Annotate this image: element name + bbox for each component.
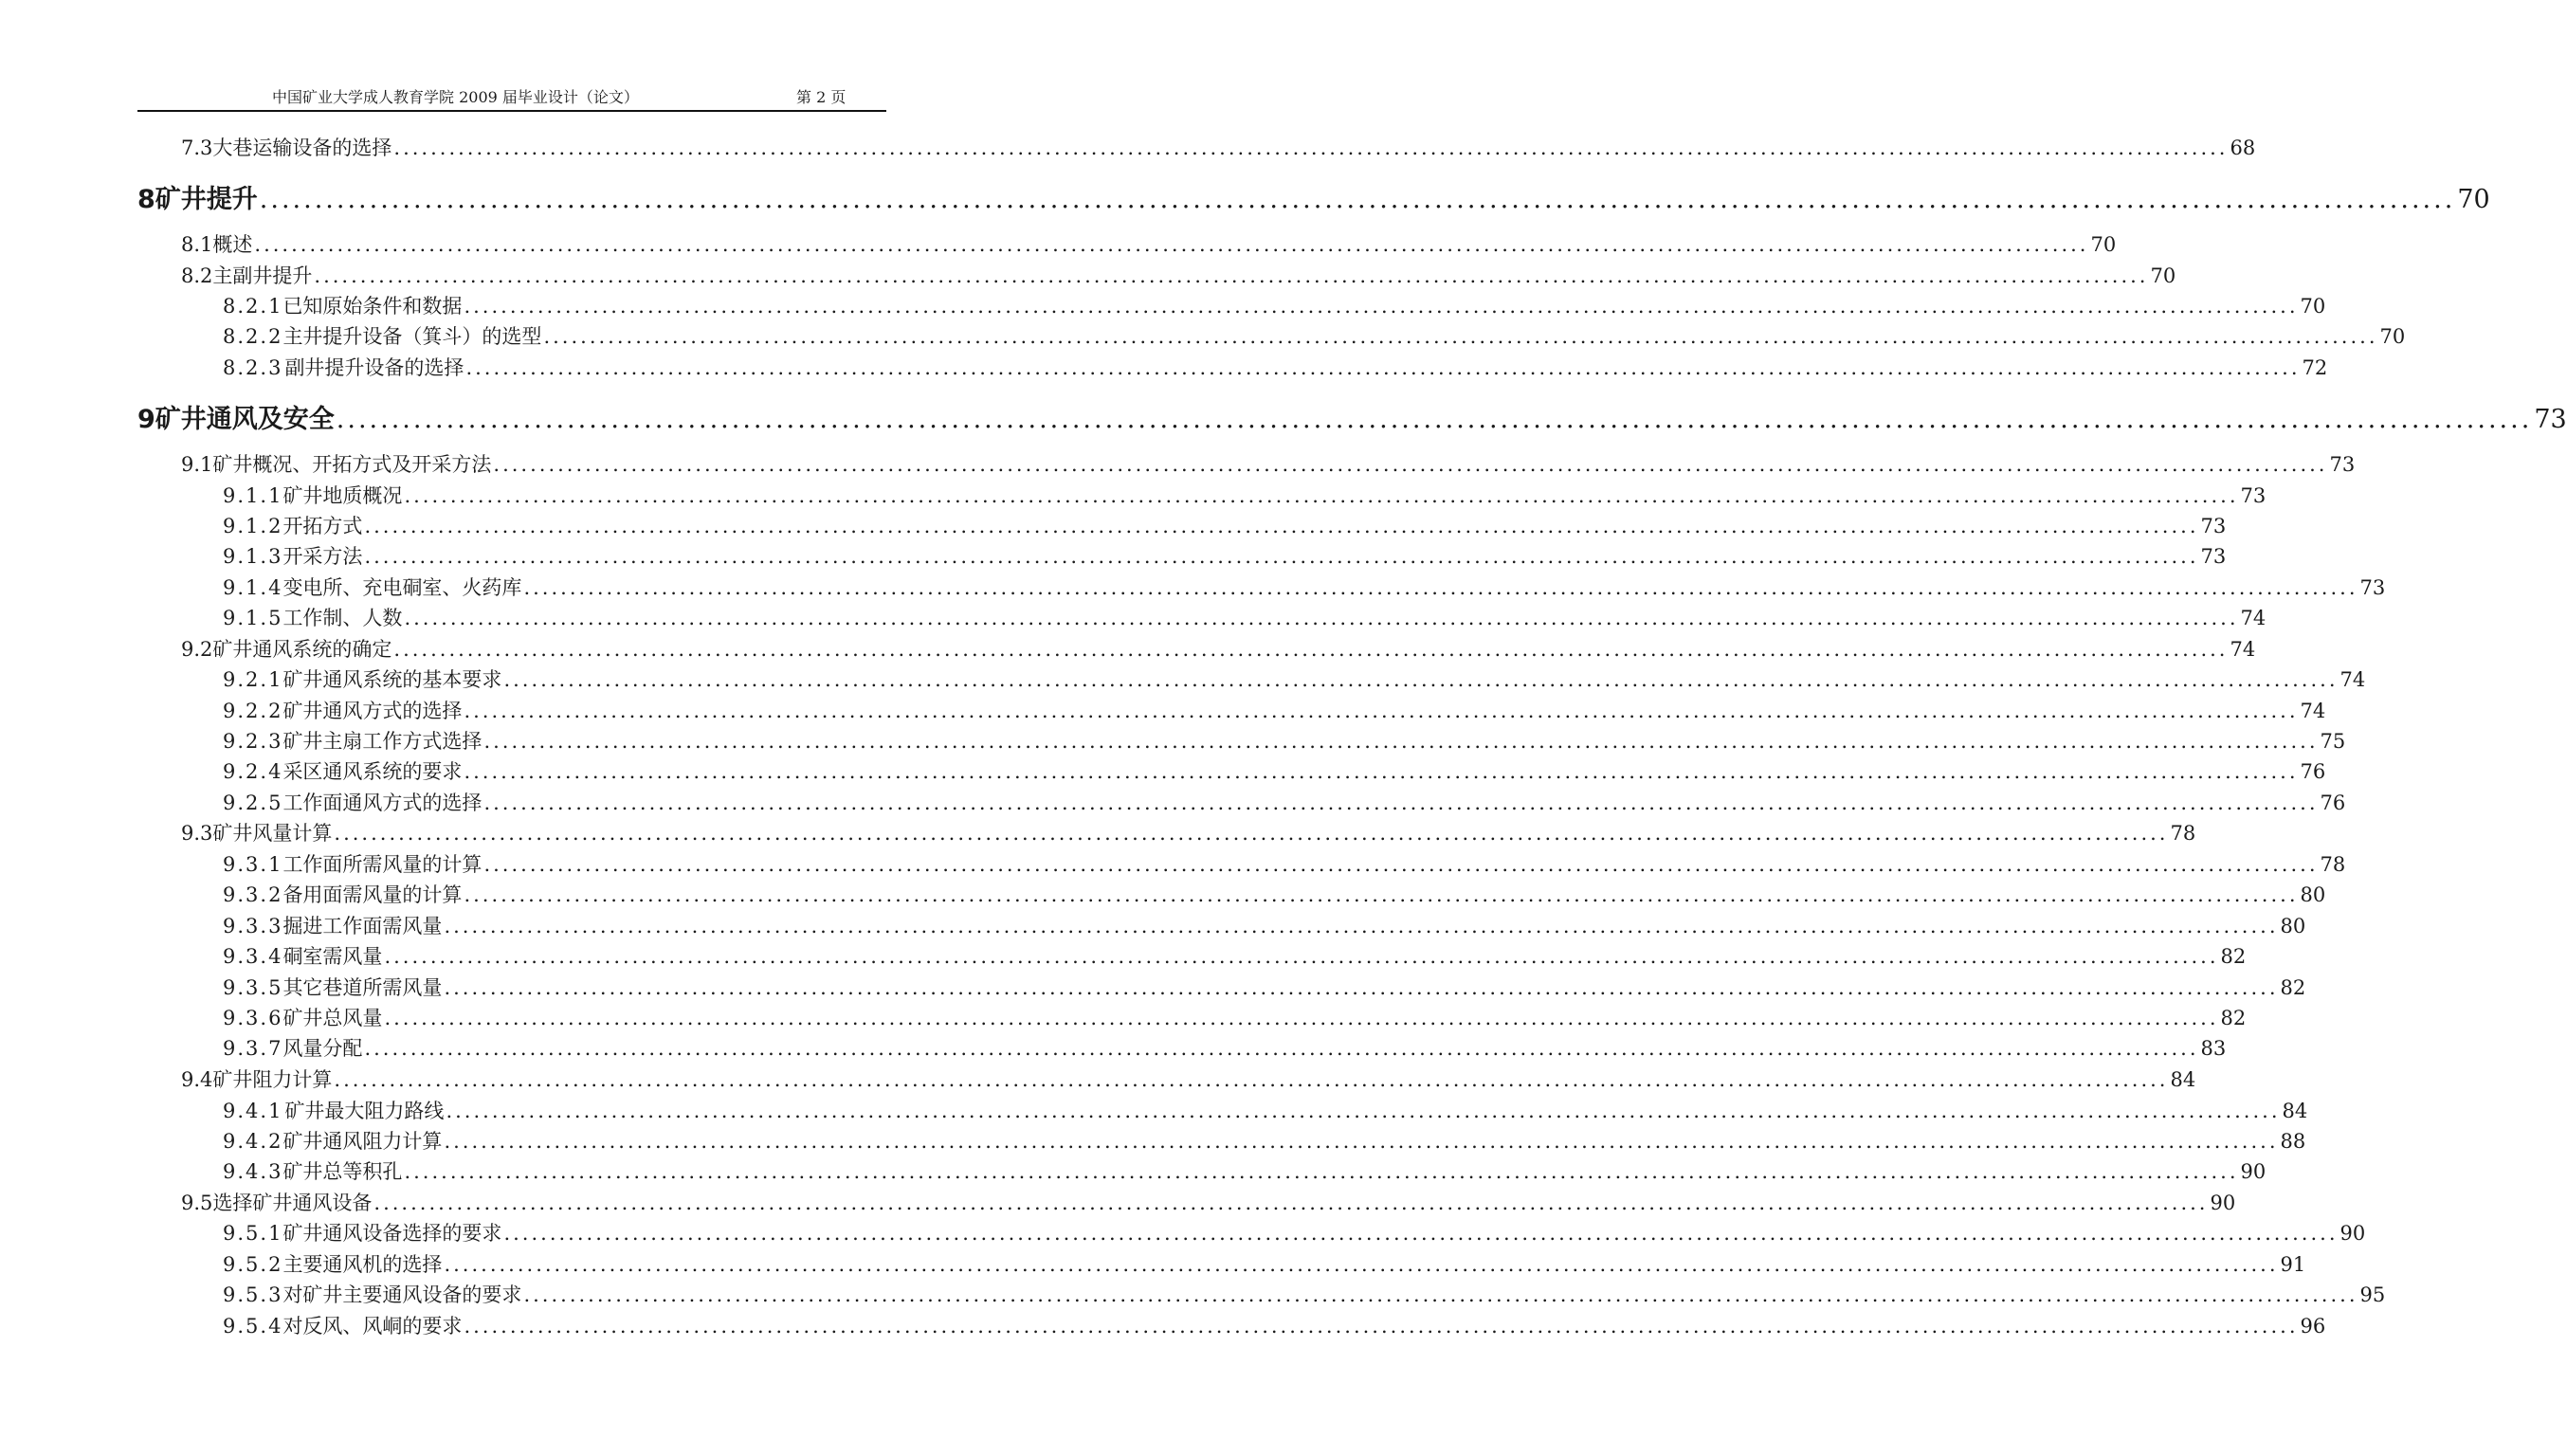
toc-number: 8.2.3	[223, 356, 283, 379]
toc-title: 其它巷道所需风量	[282, 976, 443, 999]
toc-number: 8.1	[181, 233, 213, 256]
toc-title: 主副井提升	[212, 264, 313, 287]
toc-entry[interactable]	[223, 726, 2346, 756]
toc-entry[interactable]	[223, 1096, 2308, 1126]
toc-entry[interactable]	[223, 664, 2366, 695]
toc-page: 88	[2280, 1130, 2306, 1153]
toc-number: 9	[137, 405, 155, 434]
toc-page: 82	[2220, 1007, 2247, 1029]
toc-title: 矿井通风系统的基本要求	[282, 668, 502, 691]
toc-entry[interactable]	[223, 573, 2386, 603]
toc-title: 掘进工作面需风量	[282, 915, 443, 937]
toc-page: 73	[2200, 545, 2227, 568]
toc-leader: ........................................................................................................................................................................................................	[444, 915, 2279, 937]
toc-entry[interactable]	[223, 696, 2326, 726]
toc-title: 对反风、风峒的要求	[282, 1315, 463, 1338]
toc-page: 91	[2280, 1253, 2306, 1276]
toc-leader: ........................................................................................................................................................................................................	[364, 515, 2199, 537]
toc-leader: ........................................................................................................................................................................................................	[393, 638, 2229, 661]
toc-page: 74	[2300, 700, 2326, 722]
toc-entry[interactable]	[223, 1156, 2267, 1187]
toc-page: 76	[2320, 792, 2346, 814]
toc-number: 9.5	[181, 1192, 213, 1214]
toc-entry[interactable]	[223, 880, 2326, 910]
toc-number: 8	[137, 185, 155, 214]
toc-leader: ........................................................................................................................................................................................................	[493, 453, 2328, 476]
toc-page: 76	[2300, 760, 2326, 783]
toc-entry[interactable]	[181, 1065, 2196, 1095]
toc-number: 9.5.1	[223, 1222, 283, 1245]
toc-page: 74	[2240, 607, 2267, 629]
toc-entry[interactable]	[181, 818, 2196, 848]
toc-number: 9.4.2	[223, 1130, 283, 1153]
toc-leader: ........................................................................................................................................................................................................	[464, 760, 2299, 783]
toc-title: 矿井总风量	[282, 1007, 383, 1029]
toc-number: 9.2.5	[223, 792, 283, 814]
toc-leader: ........................................................................................................................................................................................................	[444, 1253, 2279, 1276]
toc-page: 83	[2200, 1037, 2227, 1060]
toc-number: 9.1	[181, 453, 213, 476]
toc-entry[interactable]	[223, 1280, 2386, 1310]
toc-title: 开采方法	[282, 545, 363, 568]
toc-entry[interactable]	[223, 756, 2326, 787]
toc-number: 9.1.5	[223, 607, 283, 629]
toc-leader: ........................................................................................................................................................................................................	[503, 1222, 2339, 1245]
toc-leader: ........................................................................................................................................................................................................	[523, 1283, 2358, 1306]
toc-title: 已知原始条件和数据	[282, 295, 463, 318]
toc-title: 矿井地质概况	[282, 484, 403, 507]
toc-leader: ........................................................................................................................................................................................................	[334, 1068, 2169, 1091]
toc-number: 9.3.7	[223, 1037, 283, 1060]
toc-page: 72	[2302, 356, 2328, 379]
toc-page: 90	[2240, 1160, 2267, 1183]
toc-page: 96	[2300, 1315, 2326, 1338]
toc-leader: ........................................................................................................................................................................................................	[483, 792, 2319, 814]
toc-entry[interactable]	[223, 788, 2346, 818]
toc-leader: ........................................................................................................................................................................................................	[483, 853, 2319, 876]
toc-number: 9.4.3	[223, 1160, 283, 1183]
toc-number: 9.4.1	[223, 1100, 283, 1122]
toc-leader: ........................................................................................................................................................................................................	[465, 356, 2301, 379]
toc-page: 90	[2210, 1192, 2236, 1214]
toc-entry[interactable]	[223, 1218, 2366, 1248]
toc-number: 9.3	[181, 822, 213, 845]
toc-number: 7.3	[181, 136, 213, 159]
toc-entry[interactable]	[223, 1249, 2306, 1280]
toc-entry[interactable]	[223, 973, 2306, 1003]
toc-page: 70	[2457, 185, 2490, 214]
toc-title: 工作面通风方式的选择	[282, 792, 482, 814]
toc-entry[interactable]	[223, 353, 2328, 383]
toc-number: 9.2.2	[223, 700, 283, 722]
toc-page: 95	[2359, 1283, 2386, 1306]
toc-title: 工作制、人数	[282, 607, 403, 629]
toc-entry[interactable]	[181, 229, 2117, 260]
toc-title: 矿井通风阻力计算	[282, 1130, 443, 1153]
toc-leader: ........................................................................................................................................................................................................	[464, 883, 2299, 906]
toc-page: 84	[2170, 1068, 2196, 1091]
toc-number: 9.3.4	[223, 945, 283, 968]
toc-leader: ........................................................................................................................................................................................................	[404, 607, 2239, 629]
toc-leader: ........................................................................................................................................................................................................	[384, 1007, 2219, 1029]
toc-leader: ........................................................................................................................................................................................................	[259, 185, 2456, 214]
toc-leader: ........................................................................................................................................................................................................	[543, 325, 2378, 348]
toc-number: 9.3.3	[223, 915, 283, 937]
toc-number: 9.1.3	[223, 545, 283, 568]
toc-page: 70	[2090, 233, 2117, 256]
toc-page: 80	[2300, 883, 2326, 906]
toc-leader: ........................................................................................................................................................................................................	[523, 576, 2358, 599]
page-header	[137, 82, 886, 112]
toc-page: 73	[2200, 515, 2227, 537]
toc-leader: ........................................................................................................................................................................................................	[364, 1037, 2199, 1060]
toc-leader: ........................................................................................................................................................................................................	[464, 295, 2299, 318]
toc-page: 70	[2300, 295, 2326, 318]
toc-leader: ........................................................................................................................................................................................................	[444, 976, 2279, 999]
toc-title: 矿井提升	[155, 185, 258, 214]
toc-leader: ........................................................................................................................................................................................................	[446, 1100, 2281, 1122]
toc-page: 82	[2220, 945, 2247, 968]
toc-title: 矿井概况、开拓方式及开采方法	[212, 453, 492, 476]
toc-entry[interactable]	[223, 511, 2227, 541]
toc-leader: ........................................................................................................................................................................................................	[393, 136, 2229, 159]
toc-title: 矿井通风设备选择的要求	[282, 1222, 502, 1245]
toc-number: 8.2.1	[223, 295, 283, 318]
toc-title: 矿井风量计算	[212, 822, 333, 845]
toc-leader: ........................................................................................................................................................................................................	[373, 1192, 2209, 1214]
toc-leader: ........................................................................................................................................................................................................	[464, 700, 2299, 722]
toc-entry[interactable]	[181, 1188, 2236, 1218]
toc-entry[interactable]	[223, 1033, 2227, 1064]
toc-entry[interactable]	[223, 1003, 2247, 1033]
toc-page: 70	[2379, 325, 2406, 348]
toc-entry[interactable]	[181, 449, 2356, 480]
toc-leader: ........................................................................................................................................................................................................	[404, 484, 2239, 507]
toc-leader: ........................................................................................................................................................................................................	[483, 730, 2319, 753]
toc-number: 9.2.1	[223, 668, 283, 691]
toc-entry[interactable]	[223, 849, 2346, 880]
toc-entry[interactable]	[223, 321, 2406, 352]
toc-title: 选择矿井通风设备	[212, 1192, 373, 1214]
toc-title: 概述	[212, 233, 253, 256]
toc-leader: ........................................................................................................................................................................................................	[314, 264, 2149, 287]
toc-page: 73	[2329, 453, 2356, 476]
toc-number: 9.3.2	[223, 883, 283, 906]
toc-entry[interactable]	[223, 603, 2267, 633]
toc-title: 矿井主扇工作方式选择	[282, 730, 482, 753]
toc-title: 矿井最大阻力路线	[284, 1100, 445, 1122]
toc-title: 矿井阻力计算	[212, 1068, 333, 1091]
header-title: 中国矿业大学成人教育学院 2009 届毕业设计（论文）	[272, 88, 639, 106]
toc-number: 9.1.2	[223, 515, 283, 537]
toc-page: 73	[2240, 484, 2267, 507]
toc-number: 9.3.6	[223, 1007, 283, 1029]
toc-entry[interactable]	[223, 291, 2326, 321]
toc-title: 对矿井主要通风设备的要求	[282, 1283, 522, 1306]
toc-title: 矿井通风方式的选择	[282, 700, 463, 722]
toc-leader: ........................................................................................................................................................................................................	[364, 545, 2199, 568]
toc-leader: ........................................................................................................................................................................................................	[334, 822, 2169, 845]
toc-leader: ........................................................................................................................................................................................................	[336, 405, 2533, 434]
toc-chapter[interactable]	[137, 398, 2567, 436]
toc-number: 8.2.2	[223, 325, 283, 348]
toc-leader: ........................................................................................................................................................................................................	[464, 1315, 2299, 1338]
toc-page: 73	[2359, 576, 2386, 599]
toc-title: 备用面需风量的计算	[282, 883, 463, 906]
toc-title: 风量分配	[282, 1037, 363, 1060]
toc-chapter[interactable]	[137, 178, 2490, 216]
toc-entry[interactable]	[223, 911, 2306, 941]
toc-number: 8.2	[181, 264, 213, 287]
toc-page: 78	[2170, 822, 2196, 845]
toc-number: 9.2.4	[223, 760, 283, 783]
toc-entry[interactable]	[223, 481, 2267, 511]
toc-page: 78	[2320, 853, 2346, 876]
toc-title: 大巷运输设备的选择	[212, 136, 392, 159]
toc-number: 9.2.3	[223, 730, 283, 753]
toc-title: 采区通风系统的要求	[282, 760, 463, 783]
toc-number: 9.5.4	[223, 1315, 283, 1338]
toc-title: 主井提升设备（箕斗）的选型	[282, 325, 542, 348]
toc-number: 9.3.5	[223, 976, 283, 999]
toc-number: 9.5.2	[223, 1253, 283, 1276]
toc-number: 9.4	[181, 1068, 213, 1091]
toc-entry[interactable]	[181, 261, 2176, 291]
toc-title: 变电所、充电硐室、火药库	[282, 576, 522, 599]
toc-entry[interactable]	[223, 1126, 2306, 1156]
toc-leader: ........................................................................................................................................................................................................	[503, 668, 2339, 691]
toc-leader: ........................................................................................................................................................................................................	[444, 1130, 2279, 1153]
toc-entry[interactable]	[223, 941, 2247, 972]
toc-leader: ........................................................................................................................................................................................................	[254, 233, 2089, 256]
toc-entry[interactable]	[181, 634, 2256, 664]
toc-page: 90	[2339, 1222, 2366, 1245]
toc-title: 矿井通风系统的确定	[212, 638, 392, 661]
toc-number: 9.1.4	[223, 576, 283, 599]
toc-title: 硐室需风量	[282, 945, 383, 968]
toc-title: 矿井总等积孔	[282, 1160, 403, 1183]
toc-page: 74	[2339, 668, 2366, 691]
toc-page: 82	[2280, 976, 2306, 999]
toc-page: 75	[2320, 730, 2346, 753]
toc-page: 80	[2280, 915, 2306, 937]
toc-number: 9.3.1	[223, 853, 283, 876]
toc-entry[interactable]	[223, 541, 2227, 572]
toc-page: 84	[2282, 1100, 2308, 1122]
toc-entry[interactable]	[223, 1311, 2326, 1341]
toc-leader: ........................................................................................................................................................................................................	[404, 1160, 2239, 1183]
toc-number: 9.5.3	[223, 1283, 283, 1306]
toc-number: 9.2	[181, 638, 213, 661]
toc-number: 9.1.1	[223, 484, 283, 507]
toc-title: 矿井通风及安全	[155, 405, 335, 434]
toc-title: 主要通风机的选择	[282, 1253, 443, 1276]
toc-title: 开拓方式	[282, 515, 363, 537]
toc-page: 70	[2150, 264, 2176, 287]
toc-page: 73	[2534, 405, 2567, 434]
toc-page: 68	[2230, 136, 2256, 159]
header-page-number: 第 2 页	[796, 88, 847, 106]
toc-entry[interactable]	[181, 133, 2256, 163]
toc-page: 74	[2230, 638, 2256, 661]
toc-title: 工作面所需风量的计算	[282, 853, 482, 876]
toc-title: 副井提升设备的选择	[284, 356, 464, 379]
toc-leader: ........................................................................................................................................................................................................	[384, 945, 2219, 968]
